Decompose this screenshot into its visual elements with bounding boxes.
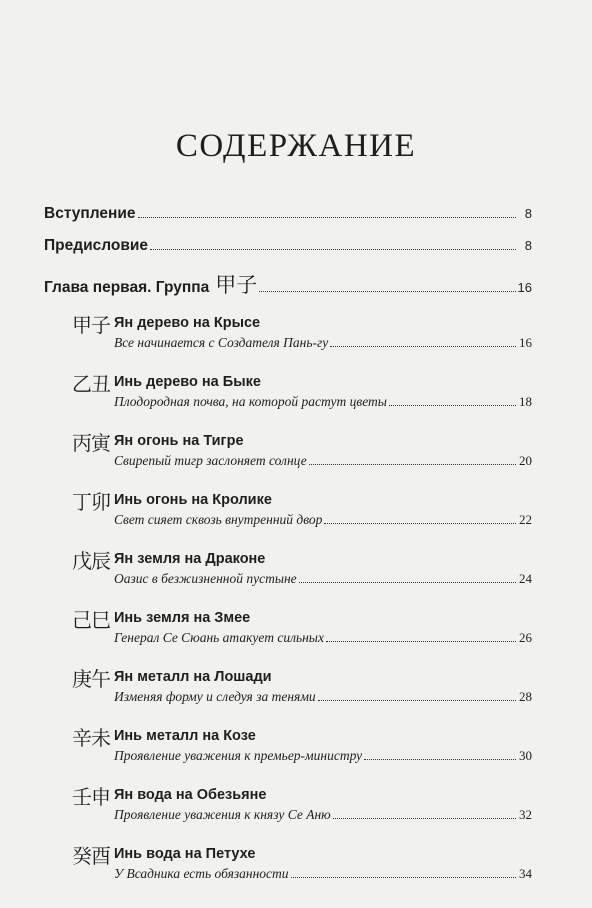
toc-entry[interactable] xyxy=(72,783,532,832)
entry-title: Инь вода на Петухе xyxy=(114,846,256,862)
entry-title: Инь металл на Козе xyxy=(114,728,256,744)
chapter-page: 16 xyxy=(517,280,532,295)
toc-entry[interactable] xyxy=(72,842,532,891)
entry-glyph: 癸酉 xyxy=(72,843,110,868)
entry-subtitle: Свирепый тигр заслоняет солнце xyxy=(114,453,307,468)
entry-glyph: 庚午 xyxy=(72,666,110,691)
dot-leader xyxy=(138,217,516,218)
entry-page: 22 xyxy=(519,512,532,527)
entry-title: Ян металл на Лошади xyxy=(114,669,272,685)
toc-item-title: Предисловие xyxy=(44,237,149,254)
toc-item-introduction[interactable] xyxy=(44,205,532,237)
dot-leader xyxy=(324,523,516,524)
entry-glyph: 丙寅 xyxy=(72,430,110,455)
dot-leader xyxy=(326,641,516,642)
chapter-title: Глава первая. Группа xyxy=(44,279,210,296)
dot-leader xyxy=(299,582,516,583)
toc-entry[interactable] xyxy=(72,547,532,596)
entry-page: 18 xyxy=(519,394,532,409)
toc-entry[interactable] xyxy=(72,429,532,478)
entry-glyph: 戊辰 xyxy=(72,548,110,573)
entry-subtitle: Оазис в безжизненной пустыне xyxy=(114,571,297,586)
dot-leader xyxy=(309,464,516,465)
entry-page: 24 xyxy=(519,571,532,586)
dot-leader xyxy=(318,700,516,701)
entry-subtitle: Проявление уважения к премьер-министру xyxy=(114,748,363,763)
toc-item-preface[interactable] xyxy=(44,237,532,269)
entry-title: Ян земля на Драконе xyxy=(114,551,266,567)
toc-item-page: 8 xyxy=(524,206,532,221)
entry-page: 20 xyxy=(519,453,532,468)
entry-title: Инь огонь на Кролике xyxy=(114,492,272,508)
entry-title: Инь земля на Змее xyxy=(114,610,251,626)
toc-entry[interactable] xyxy=(72,665,532,714)
toc-entries xyxy=(44,311,532,891)
toc-entry[interactable] xyxy=(72,370,532,419)
entry-title: Ян огонь на Тигре xyxy=(114,433,244,449)
dot-leader xyxy=(150,249,516,250)
dot-leader xyxy=(291,877,516,878)
dot-leader xyxy=(389,405,516,406)
chapter-glyph: 甲子 xyxy=(215,273,258,297)
table-of-contents xyxy=(44,205,532,891)
entry-page: 16 xyxy=(519,335,532,350)
toc-entry[interactable] xyxy=(72,606,532,655)
dot-leader xyxy=(364,759,516,760)
entry-subtitle: Свет сияет сквозь внутренний двор xyxy=(114,512,323,527)
toc-item-title: Вступление xyxy=(44,205,136,222)
entry-glyph: 甲子 xyxy=(72,312,110,337)
dot-leader xyxy=(330,346,516,347)
entry-subtitle: У Всадника есть обязанности xyxy=(114,866,289,881)
entry-page: 32 xyxy=(519,807,532,822)
entry-glyph: 己巳 xyxy=(72,607,110,632)
entry-glyph: 乙丑 xyxy=(72,371,110,396)
toc-entry[interactable] xyxy=(72,724,532,773)
entry-title: Ян дерево на Крысе xyxy=(114,315,261,331)
page-title: СОДЕРЖАНИЕ xyxy=(175,128,417,164)
entry-subtitle: Плодородная почва, на которой растут цветы xyxy=(114,394,387,409)
entry-subtitle: Проявление уважения к князу Се Аню xyxy=(114,807,331,822)
entry-glyph: 丁卯 xyxy=(72,489,110,514)
entry-page: 30 xyxy=(519,748,532,763)
entry-glyph: 辛未 xyxy=(72,725,110,750)
entry-title: Ян вода на Обезьяне xyxy=(114,787,267,803)
entry-title: Инь дерево на Быке xyxy=(114,374,261,390)
toc-entry[interactable] xyxy=(72,311,532,360)
entry-subtitle: Изменяя форму и следуя за тенями xyxy=(114,689,316,704)
dot-leader xyxy=(259,291,515,292)
toc-item-page: 8 xyxy=(524,238,532,253)
toc-entry[interactable] xyxy=(72,488,532,537)
dot-leader xyxy=(333,818,516,819)
entry-page: 28 xyxy=(519,689,532,704)
entry-page: 34 xyxy=(519,866,532,881)
entry-subtitle: Генерал Се Сюань атакует сильных xyxy=(114,630,324,645)
entry-glyph: 壬申 xyxy=(72,784,110,809)
entry-subtitle: Все начинается с Создателя Пань-гу xyxy=(114,335,329,350)
entry-page: 26 xyxy=(519,630,532,645)
toc-chapter-one[interactable] xyxy=(44,269,532,301)
